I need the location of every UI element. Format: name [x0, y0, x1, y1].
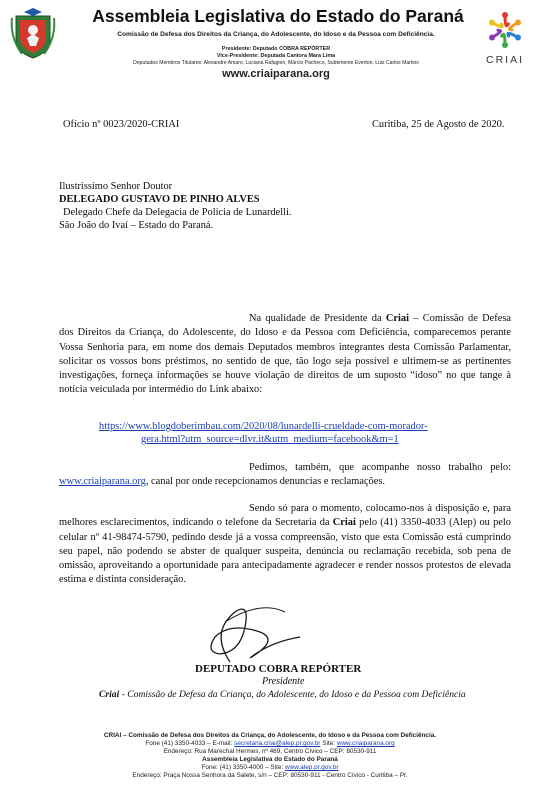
- footer-line-1: CRIAI – Comissão de Defesa dos Direitos da Criança, do Adolescente, do Idoso e da Pessoa com Deficiência.: [103, 732, 437, 739]
- footer-alep-link[interactable]: www.alep.pr.gov.br: [284, 764, 339, 771]
- news-link-line-1[interactable]: https://www.blogdoberimbau.com/2020/08/lunardelli-crueldade-com-morador-: [99, 421, 428, 432]
- footer-site-link[interactable]: www.criaiparana.org: [336, 740, 395, 747]
- recipient-title: Delegado Chefe da Delegacia de Polícia de Lunardelli.: [63, 207, 292, 218]
- handwritten-signature: [190, 592, 340, 672]
- header-subtitle: Comissão de Defesa dos Direitos da Criança, do Adolescente, do Idoso e da Pessoa com Deficiência.: [117, 31, 435, 38]
- footer-line-5: Fone: (41) 3350-4000 – Site: www.alep.pr.gov.br: [201, 764, 339, 771]
- header-members: Deputados Membros Titulares: Alexandre Amaro, Luciana Rafagnin, Márcio Pacheco, Subtenente Everton, Luiz Carlos Martins: [133, 60, 419, 66]
- parana-coat-of-arms-logo: [10, 8, 56, 60]
- footer-line-4: Assembleia Legislativa do Estado do Paraná: [202, 756, 338, 763]
- letter-date: Curitiba, 25 de Agosto de 2020.: [372, 119, 505, 130]
- logo-figure-body: [492, 23, 502, 27]
- signature-organization: Criai - Comissão de Defesa da Criança, do Adolescente, do Idoso e da Pessoa com Deficiência: [99, 689, 466, 700]
- criai-site-link[interactable]: www.criaiparana.org: [59, 476, 146, 488]
- header-vice-president: Vice-Presidente: Deputada Cantora Mara Lima: [216, 53, 336, 59]
- header-president: Presidente: Deputado COBRA REPÓRTER: [221, 46, 331, 52]
- recipient-location: São João do Ivaí – Estado do Paraná.: [59, 220, 214, 231]
- recipient-name: DELEGADO GUSTAVO DE PINHO ALVES: [59, 194, 260, 205]
- paragraph-request: Na qualidade de Presidente da Criai – Comissão de Defesa dos Direitos da Criança, do Adolescente, do Idoso e da Pessoa com Deficiência, comparecemos perante Vossa Senhoria para, em nome dos demais Deputados membros integrantes desta Comissão Parlamentar, solicitar os vossos bons préstimos, no sentido de que, tão logo seja possível e ultimem-se as pertinentes investigações, forneça informações se houve violação de direitos de um suposto “idoso” no que tange à notícia veiculada por intermédio do Link abaixo:: [59, 313, 511, 396]
- salutation: Ilustríssimo Senhor Doutor: [59, 181, 173, 192]
- logo-figure-body: [492, 30, 500, 37]
- logo-figure-body: [508, 33, 518, 37]
- footer-email-link[interactable]: secretaria.criai@alep.pr.gov.br: [234, 740, 321, 747]
- signature-name: DEPUTADO COBRA REPÓRTER: [195, 663, 362, 675]
- paragraph-closing: Sendo só para o momento, colocamo-nos à disposição e, para melhores esclarecimentos, indicando o telefone da Secretaria da Criai pelo (41) 3350-4033 (Alep) ou pelo celular nº 41-98474-5790, pedindo desde já a vossa compreensão, visto que esta Comissão está cumprindo seu papel, não podendo se abster de qualquer suspeita, denúncia ou reclamação recebida, sob pena de omissão, aproveitando a oportunidade para antecipadamente agradecer e render nossos protestos de elevada estima e distinta consideração.: [59, 503, 511, 586]
- header-title: Assembleia Legislativa do Estado do Paraná: [92, 6, 464, 26]
- paragraph-follow: Pedimos, também, que acompanhe nosso trabalho pelo: www.criaiparana.org, canal por onde recepcionamos denuncias e reclamações.: [59, 462, 511, 488]
- footer-line-6: Endereço: Praça Nossa Senhora da Salete, s/n – CEP: 80530-911 - Centro Cívico - Curitiba – Pr.: [132, 772, 408, 779]
- logo-figure-body: [510, 23, 518, 30]
- footer-line-3: Endereço: Rua Marechal Hermes, nº 469, Centro Cívico – CEP: 80530-911: [163, 748, 377, 755]
- criai-logo-text: CRIAI: [485, 54, 524, 66]
- footer-line-2: Fone (41) 3350-4033 – E-mail: secretaria.criai@alep.pr.gov.br Site: www.criaiparana.org: [145, 740, 395, 747]
- signature-role: Presidente: [262, 676, 305, 687]
- letter-reference: Ofício nº 0023/2020-CRIAI: [63, 119, 180, 130]
- news-link-line-2[interactable]: gera.html?utm_source=dlvr.it&utm_medium=facebook&m=1: [141, 434, 399, 445]
- header-website: www.criaiparana.org: [222, 68, 330, 80]
